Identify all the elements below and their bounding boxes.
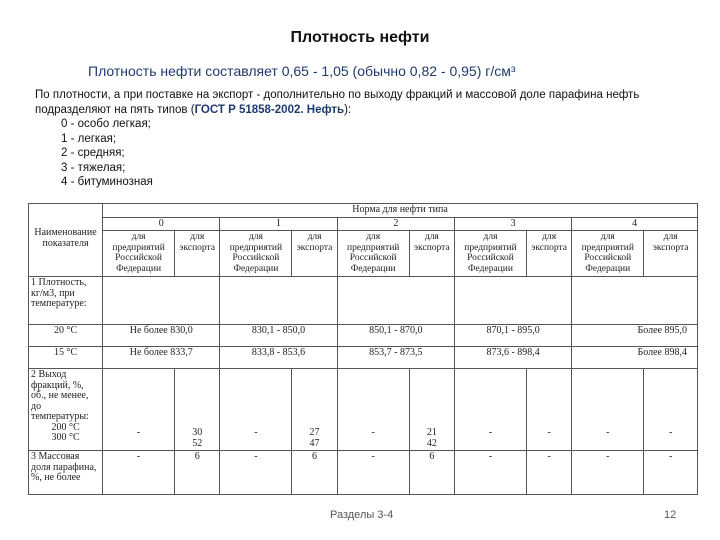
- oil-type-item: 4 - битуминозная: [61, 176, 153, 189]
- header-indicator-name: Наименование показателя: [29, 204, 103, 277]
- header-norm: Норма для нефти типа: [103, 204, 698, 218]
- type-number: 0: [103, 217, 220, 231]
- table-cell: -: [136, 427, 141, 438]
- row-sublabel: 200 °С: [51, 421, 80, 433]
- subheader-export: для экспорта: [175, 231, 220, 277]
- table-cell: -: [220, 451, 292, 495]
- footer-section: Разделы 3-4: [330, 509, 394, 521]
- table-cell: 30: [192, 427, 203, 438]
- subheader-domestic: для предприятий Российской Федерации: [572, 231, 644, 277]
- density-range-line: Плотность нефти составляет 0,65 - 1,05 (обычно 0,82 - 0,95) г/см³: [88, 63, 516, 79]
- gost-reference: ГОСТ Р 51858-2002. Нефть: [194, 103, 345, 116]
- subheader-domestic: для предприятий Российской Федерации: [220, 231, 292, 277]
- table-cell: -: [103, 451, 175, 495]
- row-label: 3 Массовая доля парафина, %, не более: [29, 451, 103, 495]
- intro-end: ):: [344, 103, 352, 116]
- subheader-domestic: для предприятий Российской Федерации: [103, 231, 175, 277]
- table-cell: 27: [309, 427, 320, 438]
- subheader-export: для экспорта: [644, 231, 698, 277]
- table-cell: -: [572, 451, 644, 495]
- table-cell: 873,6 - 898,4: [454, 347, 571, 369]
- table-cell: -: [371, 427, 375, 438]
- table-cell: 850,1 - 870,0: [337, 325, 454, 347]
- table-cell: Не более 833,7: [103, 347, 220, 369]
- table-cell: Более 895,0: [572, 325, 698, 347]
- table-cell: Более 898,4: [572, 347, 698, 369]
- type-number: 3: [454, 217, 571, 231]
- table-cell: 52: [192, 437, 203, 449]
- subheader-export: для экспорта: [409, 231, 454, 277]
- oil-type-item: 2 - средняя;: [61, 147, 125, 160]
- type-number: 2: [337, 217, 454, 231]
- oil-classification-table: [28, 203, 698, 495]
- table-row-density-15: [29, 347, 698, 369]
- table-cell: 833,8 - 853,6: [220, 347, 337, 369]
- gost-table-scan: [28, 203, 698, 495]
- table-cell: 870,1 - 895,0: [454, 325, 571, 347]
- intro-text: По плотности, а при поставке на экспорт - дополнительно по выходу фракций и массовой доле парафина нефть подразделяют на пять типов (: [35, 89, 640, 116]
- page-title: Плотность нефти: [290, 29, 430, 46]
- page-number: 12: [664, 509, 677, 521]
- table-row-density-label: [29, 277, 698, 325]
- table-cell: 830,1 - 850,0: [220, 325, 337, 347]
- table-cell: -: [454, 451, 526, 495]
- table-cell: 6: [292, 451, 337, 495]
- table-cell: 47: [309, 437, 320, 449]
- subheader-export: для экспорта: [527, 231, 572, 277]
- table-cell: -: [606, 427, 610, 438]
- table-row-fractions: [29, 369, 698, 451]
- row-sublabel: 15 °С: [29, 347, 103, 369]
- table-cell: -: [337, 451, 409, 495]
- oil-type-item: 3 - тяжелая;: [61, 161, 126, 174]
- oil-type-item: 1 - легкая;: [61, 132, 117, 145]
- table-cell: 21: [426, 427, 437, 438]
- table-cell: 6: [175, 451, 220, 495]
- type-number: 1: [220, 217, 337, 231]
- oil-type-item: 0 - особо легкая;: [61, 118, 151, 130]
- row-label: 1 Плотность, кг/м3, при температуре:: [29, 277, 103, 325]
- table-type-row: [29, 217, 698, 231]
- subheader-domestic: для предприятий Российской Федерации: [337, 231, 409, 277]
- table-cell: 6: [409, 451, 454, 495]
- subheader-export: для экспорта: [292, 231, 337, 277]
- table-cell: -: [254, 427, 258, 438]
- subheader-domestic: для предприятий Российской Федерации: [454, 231, 526, 277]
- table-subheader-row: [29, 231, 698, 277]
- table-cell: Не более 830,0: [103, 325, 220, 347]
- table-row-density-20: [29, 325, 698, 347]
- table-cell: -: [644, 451, 698, 495]
- row-sublabel: 20 °С: [29, 325, 103, 347]
- table-row-paraffin: [29, 451, 698, 495]
- table-header-row: [29, 204, 698, 218]
- row-label-fractions: [29, 369, 103, 451]
- table-cell: 853,7 - 873,5: [337, 347, 454, 369]
- oil-types-list: [61, 117, 153, 190]
- table-cell: -: [668, 427, 673, 438]
- table-cell: -: [488, 427, 493, 438]
- row-sublabel: 300 °С: [51, 432, 80, 443]
- type-number: 4: [572, 217, 698, 231]
- table-cell: 42: [426, 437, 437, 449]
- intro-paragraph: [35, 88, 695, 117]
- row-label: 2 Выход фракций, %, об., не менее, до температуры:: [31, 369, 89, 422]
- table-cell: -: [547, 427, 551, 438]
- table-cell: -: [527, 451, 572, 495]
